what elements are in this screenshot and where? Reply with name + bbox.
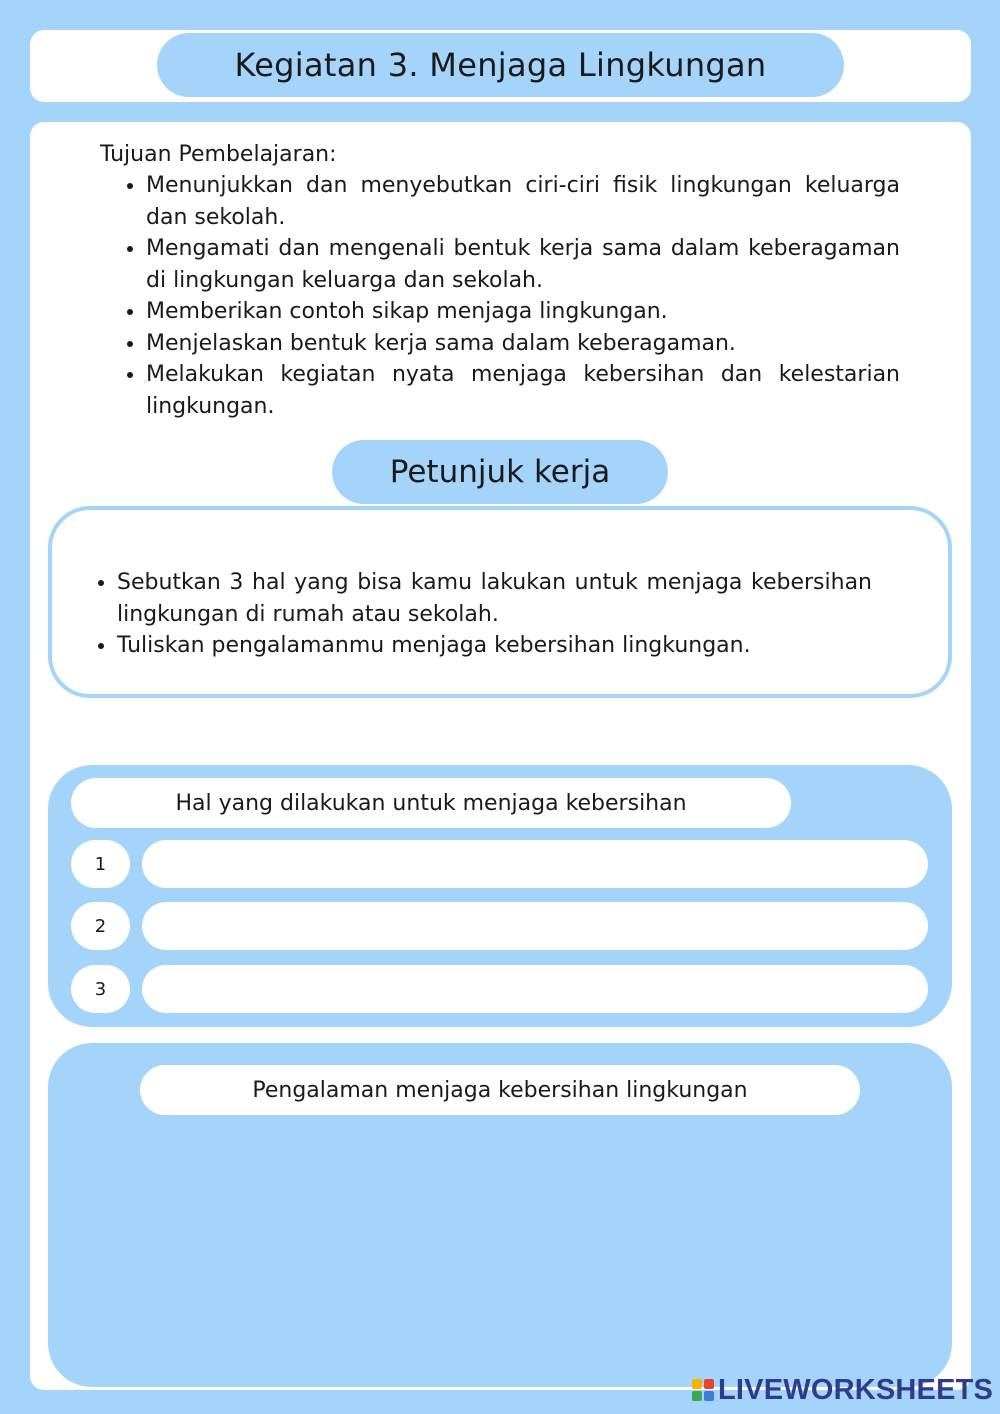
instructions-list [90, 567, 872, 662]
liveworksheets-logo-icon [692, 1379, 714, 1401]
answer-number-1: 1 [71, 840, 130, 888]
answer-input-1[interactable] [142, 840, 928, 888]
page-title: Kegiatan 3. Menjaga Lingkungan [157, 33, 844, 97]
objective-item: • Menjelaskan bentuk kerja sama dalam keberagaman. [146, 328, 900, 360]
answer-input-3[interactable] [142, 965, 928, 1013]
objectives-list [118, 170, 900, 422]
liveworksheets-logo[interactable] [692, 1374, 993, 1406]
logo-text: LIVEWORKSHEETS [718, 1373, 994, 1406]
instruction-item: • Sebutkan 3 hal yang bisa kamu lakukan untuk menjaga kebersihan lingkungan di rumah atau sekolah. [117, 567, 872, 630]
experience-textarea[interactable] [70, 1130, 930, 1370]
objectives-heading: Tujuan Pembelajaran: [100, 142, 337, 167]
objective-item: • Menunjukkan dan menyebutkan ciri-ciri fisik lingkungan keluarga dan sekolah. [146, 170, 900, 233]
answer-number-3: 3 [71, 965, 130, 1013]
experience-title: Pengalaman menjaga kebersihan lingkungan [140, 1065, 860, 1115]
instructions-title: Petunjuk kerja [332, 440, 668, 504]
instruction-item: • Tuliskan pengalamanmu menjaga kebersihan lingkungan. [117, 630, 872, 662]
objective-item: • Mengamati dan mengenali bentuk kerja sama dalam keberagaman di lingkungan keluarga dan sekolah. [146, 233, 900, 296]
answer-input-2[interactable] [142, 902, 928, 950]
objective-item: • Melakukan kegiatan nyata menjaga kebersihan dan kelestarian lingkungan. [146, 359, 900, 422]
answer-number-2: 2 [71, 902, 130, 950]
answers-title: Hal yang dilakukan untuk menjaga kebersihan [71, 778, 791, 828]
objective-item: • Memberikan contoh sikap menjaga lingkungan. [146, 296, 900, 328]
